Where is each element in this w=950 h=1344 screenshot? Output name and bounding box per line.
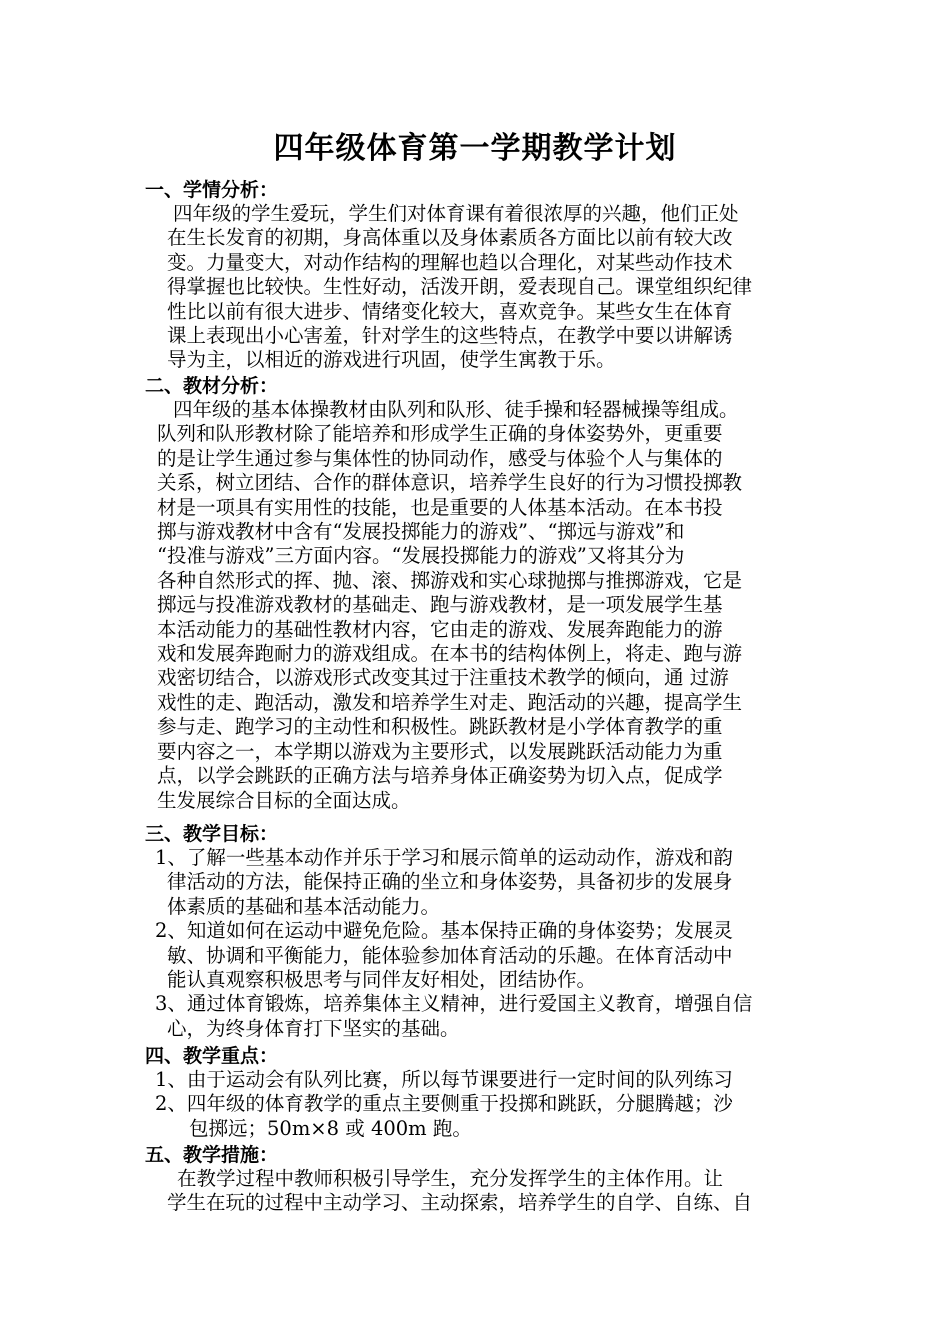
paragraph-line: 包掷远；50m×8 或 400m 跑。 bbox=[189, 1116, 472, 1140]
paragraph-line: 2、四年级的体育教学的重点主要侧重于投掷和跳跃，分腿腾越；沙 bbox=[155, 1092, 733, 1116]
paragraph-line: 课上表现出小心害羞，针对学生的这些特点，在教学中要以讲解诱 bbox=[167, 324, 733, 348]
paragraph-line: 3、通过体育锻炼，培养集体主义精神，进行爱国主义教育，增强自信 bbox=[155, 992, 753, 1016]
paragraph-line: 心，为终身体育打下坚实的基础。 bbox=[167, 1016, 460, 1040]
paragraph-line: 关系，树立团结、合作的群体意识，培养学生良好的行为习惯投掷教 bbox=[157, 471, 743, 495]
paragraph-line: 学生在玩的过程中主动学习、主动探索，培养学生的自学、自练、自 bbox=[167, 1191, 753, 1215]
paragraph-line: 队列和队形教材除了能培养和形成学生正确的身体姿势外，更重要 bbox=[157, 422, 723, 446]
paragraph-line: 四年级的学生爱玩，学生们对体育课有着很浓厚的兴趣，他们正处 bbox=[173, 202, 739, 225]
document-title: 四年级体育第一学期教学计划 bbox=[273, 131, 677, 166]
paragraph-line: 能认真观察积极思考与同伴友好相处，团结协作。 bbox=[167, 968, 597, 992]
section-body-key-points bbox=[0, 1068, 733, 1141]
section-heading-teaching-goals: 三、教学目标： bbox=[145, 823, 279, 845]
paragraph-line: 变。力量变大，对动作结构的理解也趋以合理化，对某些动作技术 bbox=[167, 250, 733, 274]
paragraph-line: 各种自然形式的挥、抛、滚、掷游戏和实心球抛掷与推掷游戏，它是 bbox=[157, 568, 743, 592]
paragraph-line: 掷与游戏教材中含有“发展投掷能力的游戏”、“掷远与游戏”和 bbox=[157, 520, 685, 544]
section-body-material-analysis bbox=[0, 398, 742, 813]
section-heading-teaching-measures: 五、教学措施： bbox=[145, 1144, 279, 1166]
paragraph-line: 体素质的基础和基本活动能力。 bbox=[167, 894, 441, 918]
section-body-teaching-goals bbox=[0, 846, 752, 1041]
paragraph-line: 得掌握也比较快。生性好动，活泼开朗，爱表现自己。课堂组织纪律 bbox=[167, 275, 753, 299]
paragraph-line: 材是一项具有实用性的技能，也是重要的人体基本活动。在本书投 bbox=[157, 495, 723, 519]
paragraph-line: 本活动能力的基础性教材内容，它由走的游戏、发展奔跑能力的游 bbox=[157, 617, 723, 641]
paragraph-line: 要内容之一，本学期以游戏为主要形式，以发展跳跃活动能力为重 bbox=[157, 739, 723, 763]
paragraph-line: 戏和发展奔跑耐力的游戏组成。在本书的结构体例上，将走、跑与游 bbox=[157, 642, 743, 666]
section-heading-material-analysis: 二、教材分析： bbox=[145, 375, 279, 397]
paragraph-line: 的是让学生通过参与集体性的协同动作，感受与体验个人与集体的 bbox=[157, 446, 723, 470]
paragraph-line: 2、知道如何在运动中避免危险。基本保持正确的身体姿势；发展灵 bbox=[155, 919, 733, 943]
paragraph-line: 参与走、跑学习的主动性和积极性。跳跃教材是小学体育教学的重 bbox=[157, 715, 723, 739]
section-body-teaching-measures bbox=[0, 1167, 752, 1216]
paragraph-line: 导为主，以相近的游戏进行巩固，使学生寓教于乐。 bbox=[167, 348, 616, 372]
paragraph-line: “投准与游戏”三方面内容。“发展投掷能力的游戏”又将其分为 bbox=[157, 544, 685, 568]
paragraph-line: 在生长发育的初期，身高体重以及身体素质各方面比以前有较大改 bbox=[167, 226, 733, 250]
paragraph-line: 1、由于运动会有队列比赛，所以每节课要进行一定时间的队列练习 bbox=[155, 1068, 733, 1091]
paragraph-line: 生发展综合目标的全面达成。 bbox=[157, 788, 411, 812]
section-body-student-analysis bbox=[0, 202, 752, 373]
paragraph-line: 性比以前有很大进步、情绪变化较大，喜欢竞争。某些女生在体育 bbox=[167, 299, 733, 323]
paragraph-line: 律活动的方法，能保持正确的坐立和身体姿势，具备初步的发展身 bbox=[167, 870, 733, 894]
paragraph-line: 掷远与投准游戏教材的基础走、跑与游戏教材，是一项发展学生基 bbox=[157, 593, 723, 617]
section-heading-key-points: 四、教学重点： bbox=[145, 1045, 279, 1067]
paragraph-line: 戏性的走、跑活动，激发和培养学生对走、跑活动的兴趣，提高学生 bbox=[157, 690, 743, 714]
paragraph-line: 四年级的基本体操教材由队列和队形、徒手操和轻器械操等组成。 bbox=[173, 398, 739, 421]
paragraph-line: 1、了解一些基本动作并乐于学习和展示简单的运动动作，游戏和韵 bbox=[155, 846, 733, 869]
paragraph-line: 戏密切结合，以游戏形式改变其过于注重技术教学的倾向，通 过游 bbox=[157, 666, 729, 690]
paragraph-line: 在教学过程中教师积极引导学生，充分发挥学生的主体作用。让 bbox=[177, 1167, 724, 1190]
section-heading-student-analysis: 一、学情分析： bbox=[145, 179, 279, 201]
paragraph-line: 敏、协调和平衡能力，能体验参加体育活动的乐趣。在体育活动中 bbox=[167, 943, 733, 967]
paragraph-line: 点，以学会跳跃的正确方法与培养身体正确姿势为切入点，促成学 bbox=[157, 764, 723, 788]
